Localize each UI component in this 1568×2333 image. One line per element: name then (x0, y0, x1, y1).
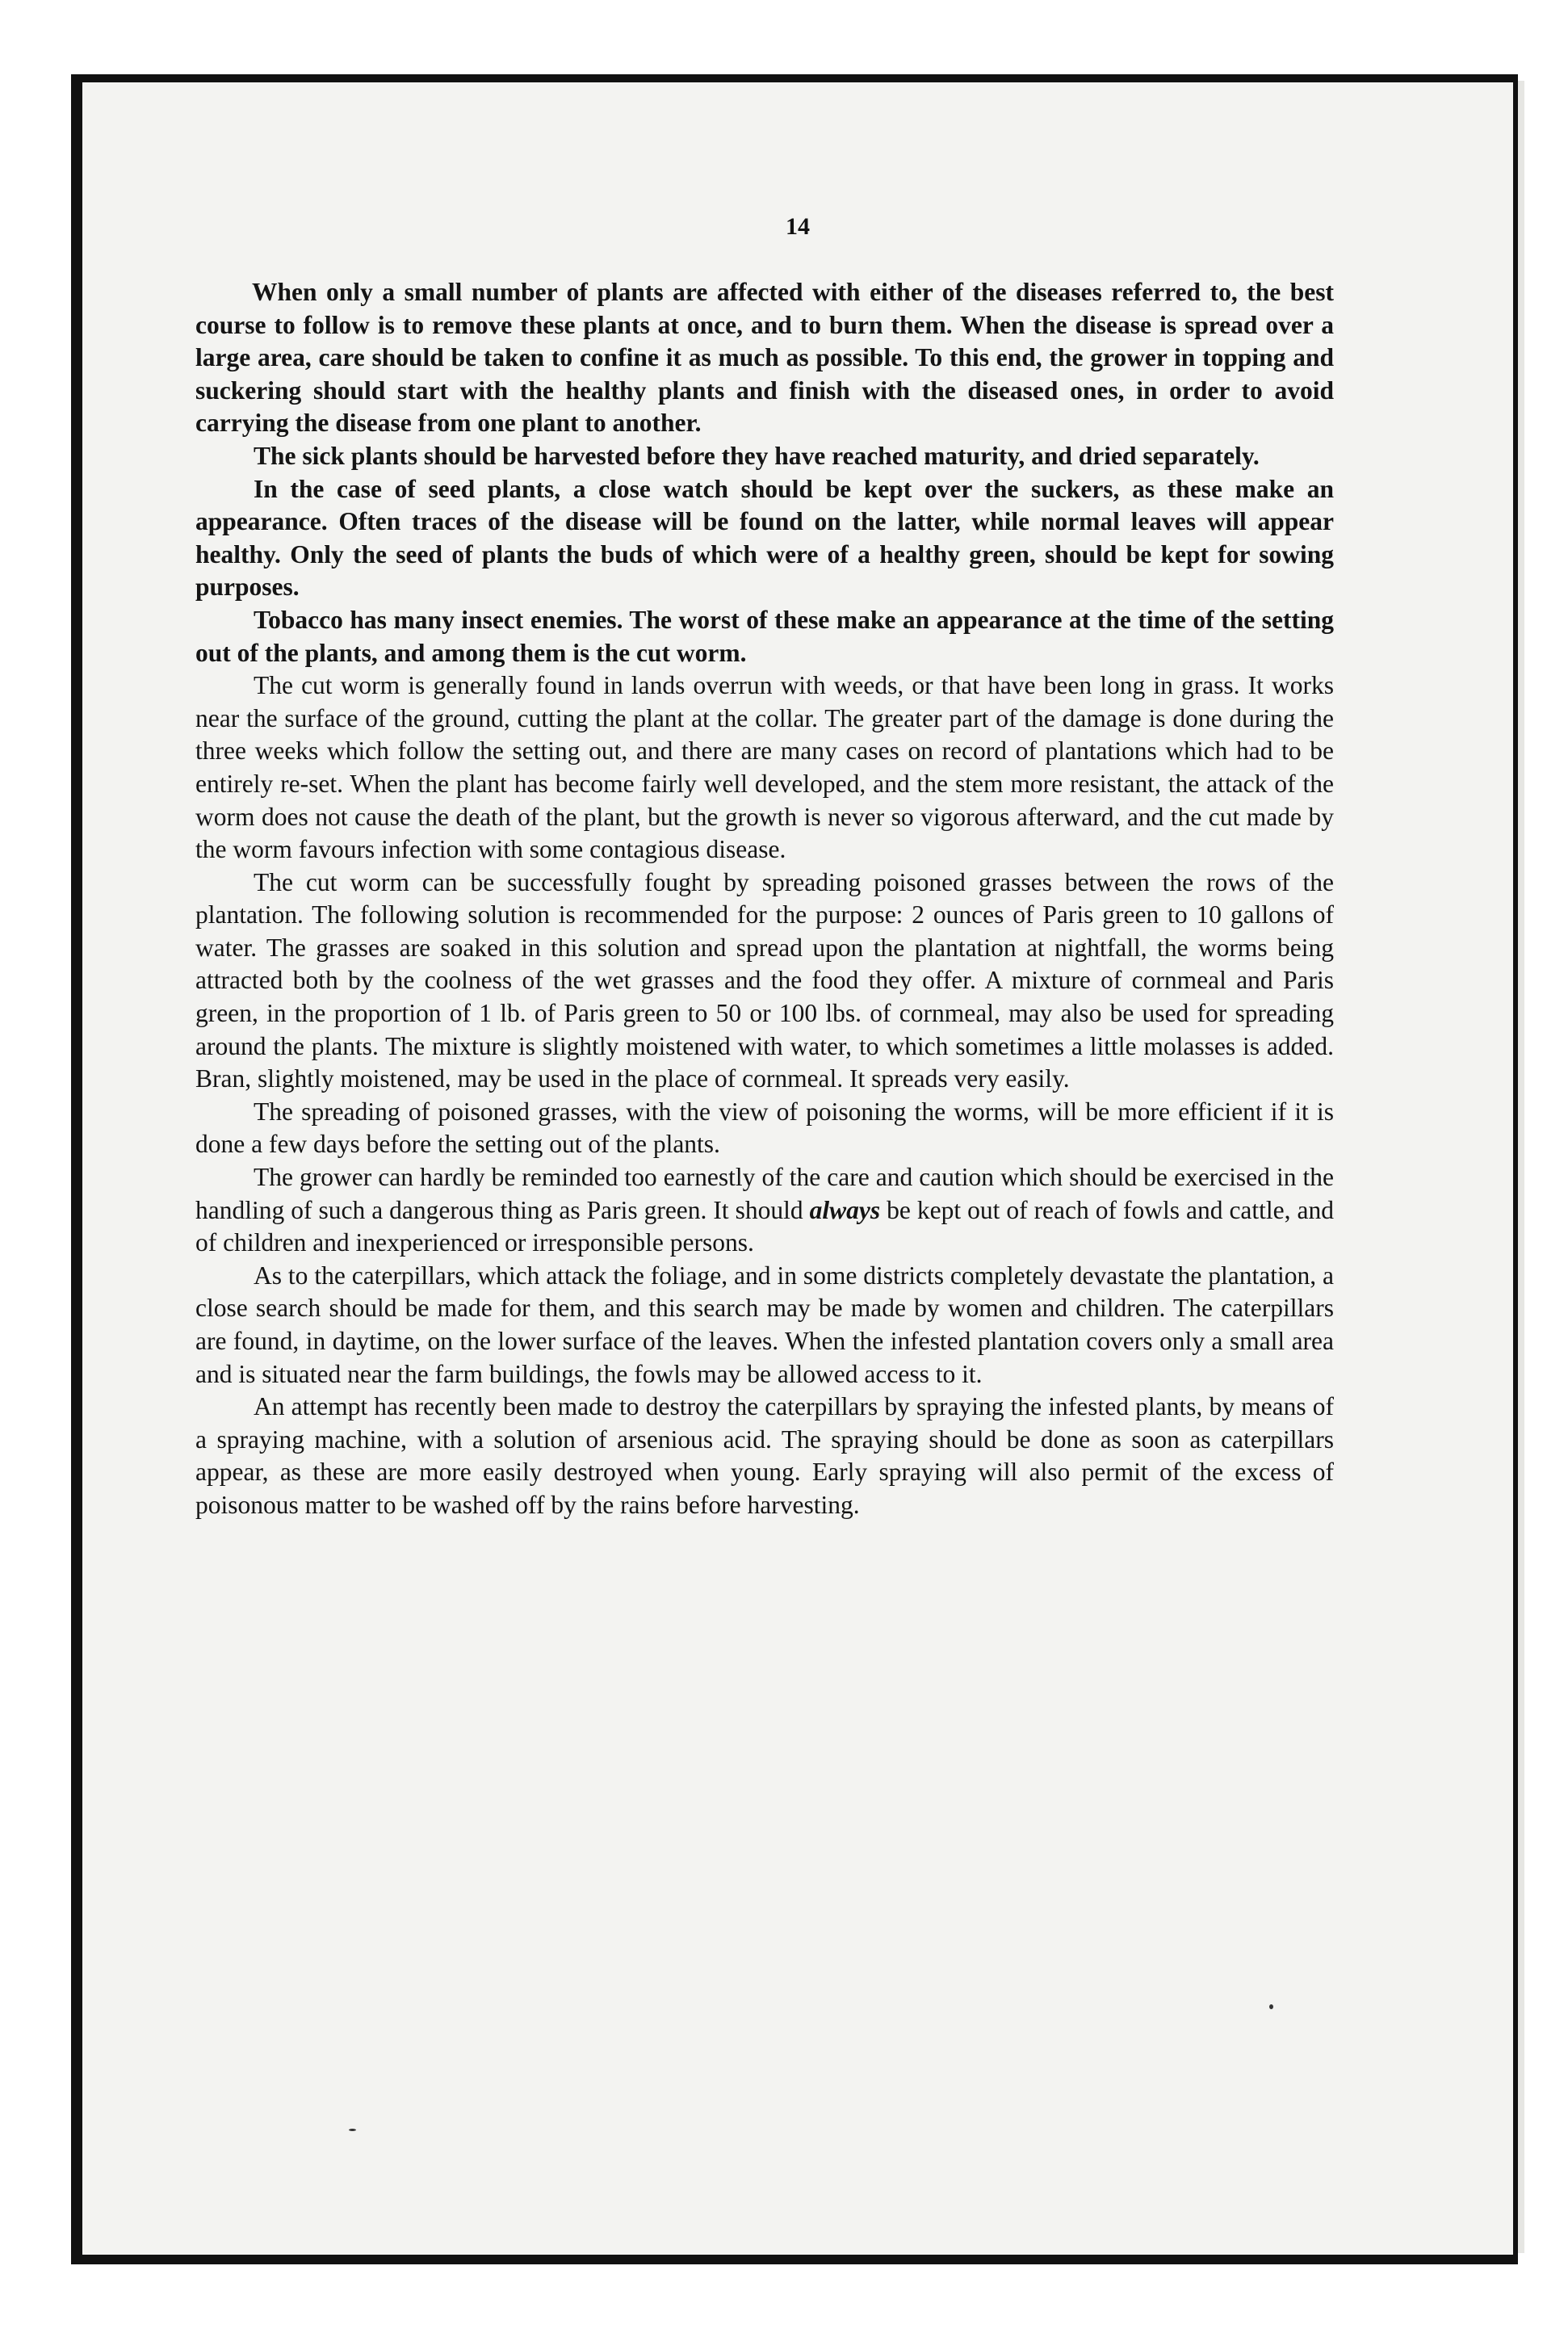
paragraph-sick-plants: The sick plants should be harvested before they have reached maturity, and dried separately. (254, 441, 1260, 470)
body-text (195, 276, 1334, 1522)
print-speck (1269, 2004, 1273, 2009)
page-number: 14 (786, 213, 810, 240)
paragraph-spreading-timing: The spreading of poisoned grasses, with the view of poisoning the worms, will be more efficient if it is done a few days before the setting out of the plants. (195, 1097, 1334, 1159)
print-speck (349, 2129, 356, 2131)
paragraph-spraying: An attempt has recently been made to destroy the caterpillars by spraying the infested plants, by means of a spraying machine, with a solution of arsenious acid. The spraying should be done as soon as caterpillars appear, as these are more easily destroyed when young. Early spraying will also permit of the excess of poisonous matter to be washed off by the rains before harvesting. (195, 1392, 1334, 1519)
next-page-edge (1518, 81, 1524, 2253)
paragraph-disease-removal: When only a small number of plants are affected with either of the diseases referred to, the best course to follow is to remove these plants at once, and to burn them. When the disease is spread over a large area, care should be taken to confine it as much as possible. To this end, the grower in topping and suckering should start with the healthy plants and finish with the diseased ones, in order to avoid carrying the disease from one plant to another. (195, 278, 1334, 438)
caution-text-before: The grower can hardly be reminded too earnestly of the care and caution which should be exercised in the handling of such a dangerous thing as Paris green. It should (195, 1163, 1334, 1224)
caution-text-after: be kept out of reach of fowls and cattle, and of children and inexperienced or irresponsible persons. (195, 1195, 1334, 1257)
paragraph-paris-green-caution (195, 1161, 1334, 1260)
paragraph-poisoned-grasses: The cut worm can be successfully fought by spreading poisoned grasses between the rows of the plantation. The following solution is recommended for the purpose: 2 ounces of Paris green to 10 gallons of water. The grasses are soaked in this solution and spread upon the plantation at nightfall, the worms being attracted both by the coolness of the wet grasses and the food they offer. A mixture of cornmeal and Paris green, in the proportion of 1 lb. of Paris green to 50 or 100 lbs. of cornmeal, may also be used for spreading around the plants. The mixture is slightly moistened with water, to which sometimes a little molasses is added. Bran, slightly moistened, may be used in the place of cornmeal. It spreads very easily. (195, 867, 1334, 1093)
paragraph-insect-enemies: Tobacco has many insect enemies. The worst of these make an appearance at the time of the setting out of the plants, and among them is the cut worm. (195, 605, 1334, 667)
paragraph-seed-plants: In the case of seed plants, a close watch should be kept over the suckers, as these make an appearance. Often traces of the disease will be found on the latter, while normal leaves will appear healthy. Only the seed of plants the buds of which were of a healthy green, should be kept for sowing purposes. (195, 474, 1334, 602)
caution-emphasis: always (809, 1195, 881, 1224)
paragraph-cut-worm: The cut worm is generally found in lands overrun with weeds, or that have been long in grass. It works near the surface of the ground, cutting the plant at the collar. The greater part of the damage is done during the three weeks which follow the setting out, and there are many cases on record of plantations which had to be entirely re-set. When the plant has become fairly well developed, and the stem more resistant, the attack of the worm does not cause the death of the plant, but the growth is never so vigorous afterward, and the cut made by the worm favours infection with some contagious disease. (195, 671, 1334, 864)
paragraph-caterpillars: As to the caterpillars, which attack the foliage, and in some districts completely devastate the plantation, a close search should be made for them, and this search may be made by women and children. The caterpillars are found, in daytime, on the lower surface of the leaves. When the infested plantation covers only a small area and is situated near the farm buildings, the fowls may be allowed access to it. (195, 1261, 1334, 1388)
document-page (82, 82, 1513, 2255)
